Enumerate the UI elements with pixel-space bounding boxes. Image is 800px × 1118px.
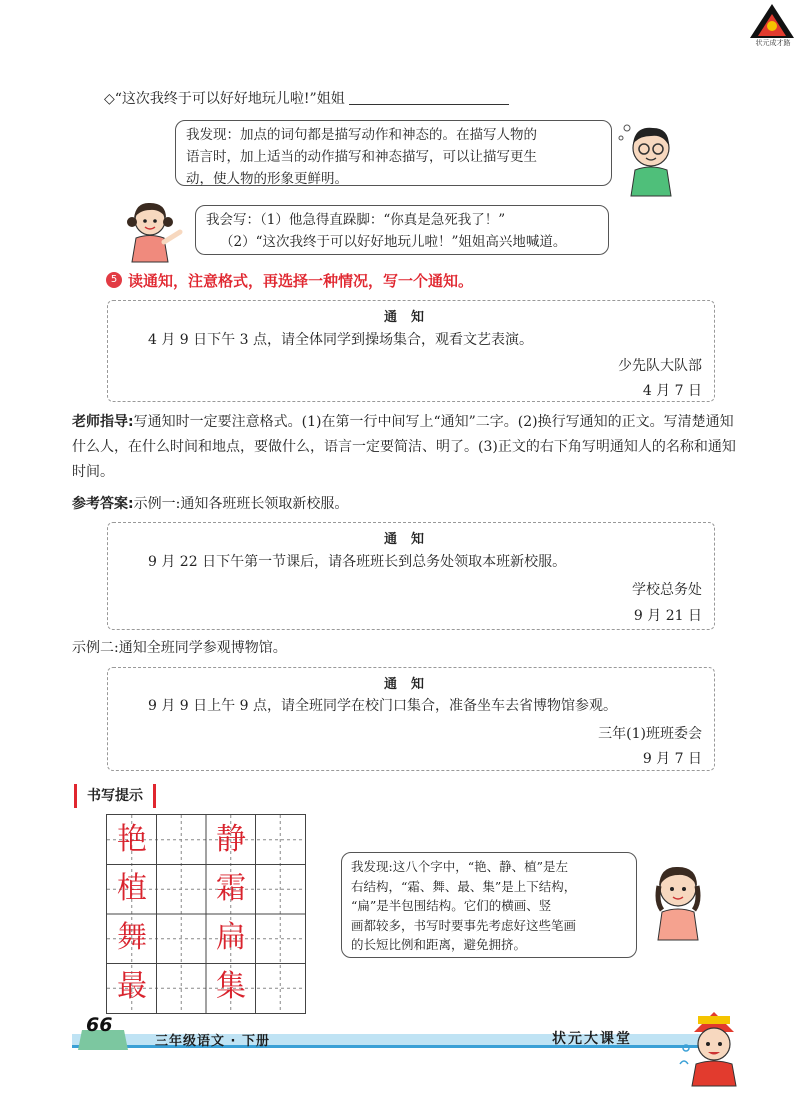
writing-tips-title: 书写提示	[74, 784, 156, 808]
bubble-line: 右结构，“霜、舞、最、集”是上下结构，	[351, 878, 577, 894]
bubble-line: 我会写：（1）他急得直跺脚：“你真是急死我了！”	[206, 212, 506, 228]
question-line	[104, 88, 509, 108]
bubble-line: 的长短比例和距离，避免拥挤。	[351, 937, 527, 952]
notice-title: 通知	[383, 310, 438, 325]
notice-date: 4 月 7 日	[642, 383, 702, 399]
writing-bubble	[195, 205, 609, 255]
publisher-logo-text: 状元成才路	[755, 39, 791, 47]
grid-character: 静	[216, 822, 246, 857]
girl-illustration-icon	[640, 858, 714, 942]
notice-body: 9 月 22 日下午第一节课后，请各班班长到总务处领取本班新校服。	[148, 554, 567, 570]
character-grid	[106, 814, 306, 1014]
answer-text: 示例一:通知各班班长领取新校服。	[133, 496, 349, 512]
book-title: 三年级语文 · 下册	[155, 1034, 270, 1049]
bubble-line: 我发现:这八个字中，“艳、静、植”是左	[351, 859, 568, 874]
notice-box-2	[107, 522, 715, 630]
bubble-line: 画都较多，书写时要事先考虑好这些笔画	[351, 917, 577, 933]
grid-character: 霜	[216, 871, 246, 906]
answer-label: 参考答案:	[72, 496, 134, 512]
notice-body: 9 月 9 日上午 9 点，请全班同学在校门口集合，准备坐车去省博物馆参观。	[148, 698, 617, 714]
notice-signer: 学校总务处	[632, 582, 702, 598]
discovery-bubble	[175, 120, 612, 186]
grid-character: 集	[216, 969, 246, 1004]
teacher-guide	[72, 410, 742, 485]
bubble-line: “扁”是半包围结构。它们的横画、竖	[351, 898, 552, 913]
reference-answer	[72, 492, 742, 517]
task-title: 读通知，注意格式，再选择一种情况，写一个通知。	[128, 272, 474, 290]
example-two: 示例二:通知全班同学参观博物馆。	[72, 640, 287, 656]
notice-title: 通知	[383, 677, 438, 692]
notice-body: 4 月 9 日下午 3 点，请全体同学到操场集合，观看文艺表演。	[148, 332, 533, 348]
notice-signer: 少先队大队部	[618, 358, 702, 374]
grid-character: 扁	[216, 920, 246, 955]
notice-box-3	[107, 667, 715, 771]
bubble-line: （2）“这次我终于可以好好地玩儿啦！”姐姐高兴地喊道。	[220, 234, 567, 250]
guide-text: 写通知时一定要注意格式。(1)在第一行中间写上“通知”二字。(2)换行写通知的正文。写清楚通知什么人，在什么时间和地点，要做什么，语言一定要简洁、明了。(3)正文的右下角写明通知人的名称和通知时间。	[72, 414, 736, 480]
grid-character: 艳	[117, 822, 147, 857]
grid-character: 最	[117, 969, 147, 1004]
notice-box-1	[107, 300, 715, 402]
answer-blank	[349, 104, 509, 105]
question-text: ◇“这次我终于可以好好地玩儿啦!”姐姐	[104, 91, 345, 107]
notice-date: 9 月 21 日	[633, 608, 702, 624]
bubble-line: 动，使人物的形象更鲜明。	[186, 171, 348, 187]
bubble-line: 我发现：加点的词句都是描写动作和神态的。在描写人物的	[186, 127, 537, 143]
notice-signer: 三年(1)班班委会	[598, 726, 702, 742]
task-number-icon: 5	[106, 272, 122, 288]
boy-illustration-icon	[615, 118, 685, 198]
notice-title: 通知	[383, 532, 438, 547]
notice-date: 9 月 7 日	[642, 751, 702, 767]
mascot-illustration-icon	[676, 1008, 752, 1088]
grid-character: 舞	[117, 920, 147, 955]
grid-character: 植	[117, 871, 147, 906]
page-number: 66	[86, 1014, 113, 1036]
bubble-line: 语言时，加上适当的动作描写和神态描写，可以让描写更生	[186, 149, 537, 165]
guide-label: 老师指导:	[72, 414, 134, 430]
structure-bubble	[341, 852, 637, 958]
brand-name: 状元大课堂	[552, 1031, 632, 1047]
girl-illustration-icon	[120, 196, 186, 264]
